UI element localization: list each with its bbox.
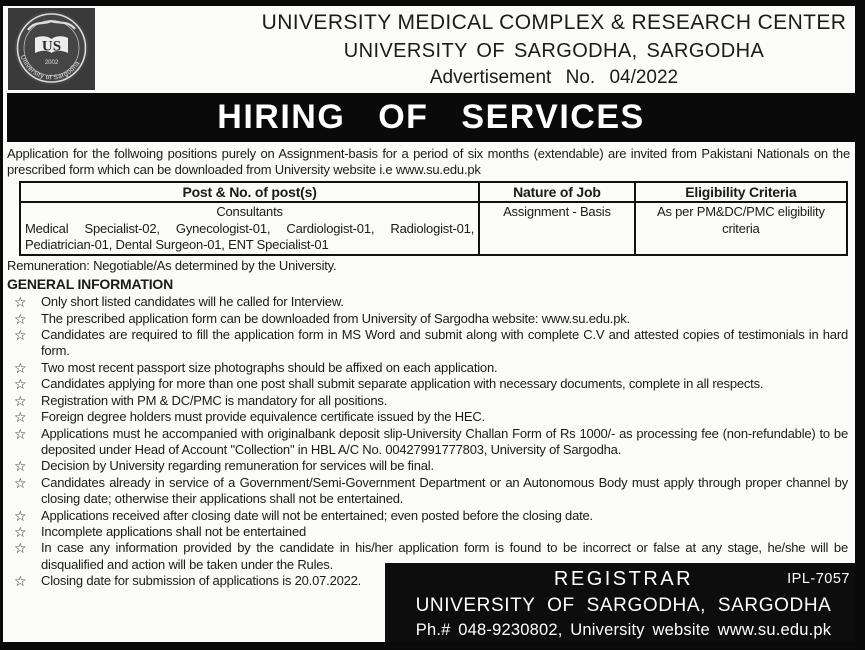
university-seal-logo: [8, 8, 95, 90]
star-bullet-icon: ☆: [14, 425, 27, 442]
star-bullet-icon: ☆: [14, 507, 27, 524]
star-bullet-icon: ☆: [14, 523, 27, 540]
list-item-text: In case any information provided by the candidate in his/her application form is found to be incorrect or false at any stage, he/she will be disqualified and action will be taken under the Rules.: [41, 540, 848, 572]
logo-year: 2002: [44, 60, 59, 66]
list-item-text: Candidates are required to fill the application form in MS Word and submit along with complete C.V and attested copies of testimonials in hard form.: [41, 327, 848, 359]
list-item: [7, 327, 850, 360]
advertisement-number: Advertisement No. 04/2022: [429, 67, 679, 88]
list-item-text: Registration with PM & DC/PMC is mandatory for all positions.: [41, 392, 388, 408]
star-bullet-icon: ☆: [14, 294, 27, 311]
list-item-text: Decision by University regarding remuneration for services will be final.: [41, 458, 434, 474]
list-item: [7, 409, 850, 425]
list-item-text: Foreign degree holders must provide equivalence certificate issued by the HEC.: [41, 409, 485, 425]
star-bullet-icon: ☆: [14, 540, 27, 557]
footer-university: UNIVERSITY OF SARGODHA, SARGODHA: [415, 595, 832, 616]
logo-monogram: US: [41, 38, 62, 55]
cell-posts: [20, 202, 479, 255]
list-item: [7, 294, 850, 310]
list-item-text: Candidates applying for more than one post shall submit separate application with necessary documents, complete in all respects.: [41, 376, 764, 392]
positions-table: [19, 181, 848, 257]
star-bullet-icon: ☆: [14, 392, 27, 409]
star-bullet-icon: ☆: [14, 458, 27, 475]
column-header-nature: Nature of Job: [479, 182, 635, 202]
cell-nature-of-job: Assignment - Basis: [479, 202, 635, 255]
remuneration-note: Remuneration: Negotiable/As determined by the University.: [7, 258, 337, 274]
header-titles: [99, 6, 855, 89]
table-header-row: [20, 182, 847, 202]
university-seal-icon: [8, 8, 95, 90]
list-item: [7, 475, 850, 508]
header: [3, 6, 855, 92]
list-item: [7, 458, 850, 474]
cell-eligibility: As per PM&DC/PMC eligibility criteria: [635, 202, 847, 255]
general-information-list: [7, 294, 850, 589]
content-area: [3, 142, 855, 590]
list-item-text: Only short listed candidates will he called for Interview.: [41, 294, 344, 310]
list-item: [7, 426, 850, 459]
title-line-1: UNIVERSITY MEDICAL COMPLEX & RESEARCH CENTER: [261, 11, 847, 34]
column-header-eligibility: Eligibility Criteria: [635, 182, 847, 202]
list-item: [7, 376, 850, 392]
list-item-text: Candidates already in service of a Government/Semi-Government Department or an Autonomous Body must apply through proper channel by closing date; otherwise their applications shall not be entertained.: [41, 474, 848, 507]
list-item-text: Applications must he accompanied with originalbank deposit slip-University Challan Form of Rs 1000/- as processing fee (non-refundable) to be deposited under Head of Account "Collection" in HBL A/C No. 00427991777803, University of Sargodha.: [41, 425, 848, 457]
hiring-banner: [7, 93, 855, 142]
list-item-text: Closing date for submission of applications is 20.07.2022.: [41, 573, 362, 589]
intro-paragraph: Application for the follwoing positions purely on Assignment-basis for a period of six months (extendable) are invited from Pakistani Nationals on the prescribed form which can be downloaded from University website i.e www.su.edu.pk: [7, 146, 850, 178]
post-group-title: Consultants: [216, 204, 283, 220]
banner-title: HIRING OF SERVICES: [217, 98, 645, 136]
star-bullet-icon: ☆: [14, 573, 27, 590]
star-bullet-icon: ☆: [14, 359, 27, 376]
list-item: [7, 311, 850, 327]
footer-row-1: [395, 568, 852, 593]
star-bullet-icon: ☆: [14, 474, 27, 491]
post-detail: Medical Specialist-02, Gynecologist-01, Cardiologist-01, Radiologist-01, Pediatrician-01, Dental Surgeon-01, ENT Specialist-01: [25, 220, 475, 253]
star-bullet-icon: ☆: [14, 327, 27, 344]
footer-signature-block: [385, 563, 862, 642]
footer-contact: Ph.# 048-9230802, University website www.su.edu.pk: [415, 621, 832, 639]
table-row: [20, 202, 847, 255]
column-header-post: Post & No. of post(s): [20, 182, 479, 202]
star-bullet-icon: ☆: [14, 376, 27, 393]
ipl-number: IPL-7057: [787, 571, 850, 587]
general-information-heading: GENERAL INFORMATION: [7, 275, 174, 292]
list-item-text: The prescribed application form can be downloaded from University of Sargodha website: www.su.edu.pk.: [41, 310, 630, 326]
registrar-title: REGISTRAR: [553, 568, 694, 590]
title-line-2: UNIVERSITY OF SARGODHA, SARGODHA: [343, 40, 765, 62]
list-item-text: Two most recent passport size photographs should be affixed on each application.: [41, 359, 498, 375]
list-item: [7, 508, 850, 524]
list-item-text: Incomplete applications shall not be entertained: [41, 523, 307, 539]
star-bullet-icon: ☆: [14, 310, 27, 327]
logo-university-name: University of Sargodha: [18, 54, 82, 82]
list-item: [7, 393, 850, 409]
list-item: [7, 524, 850, 540]
list-item-text: Applications received after closing date will not be entertained; even posted before the closing date.: [41, 507, 593, 523]
star-bullet-icon: ☆: [14, 409, 27, 426]
list-item: [7, 360, 850, 376]
